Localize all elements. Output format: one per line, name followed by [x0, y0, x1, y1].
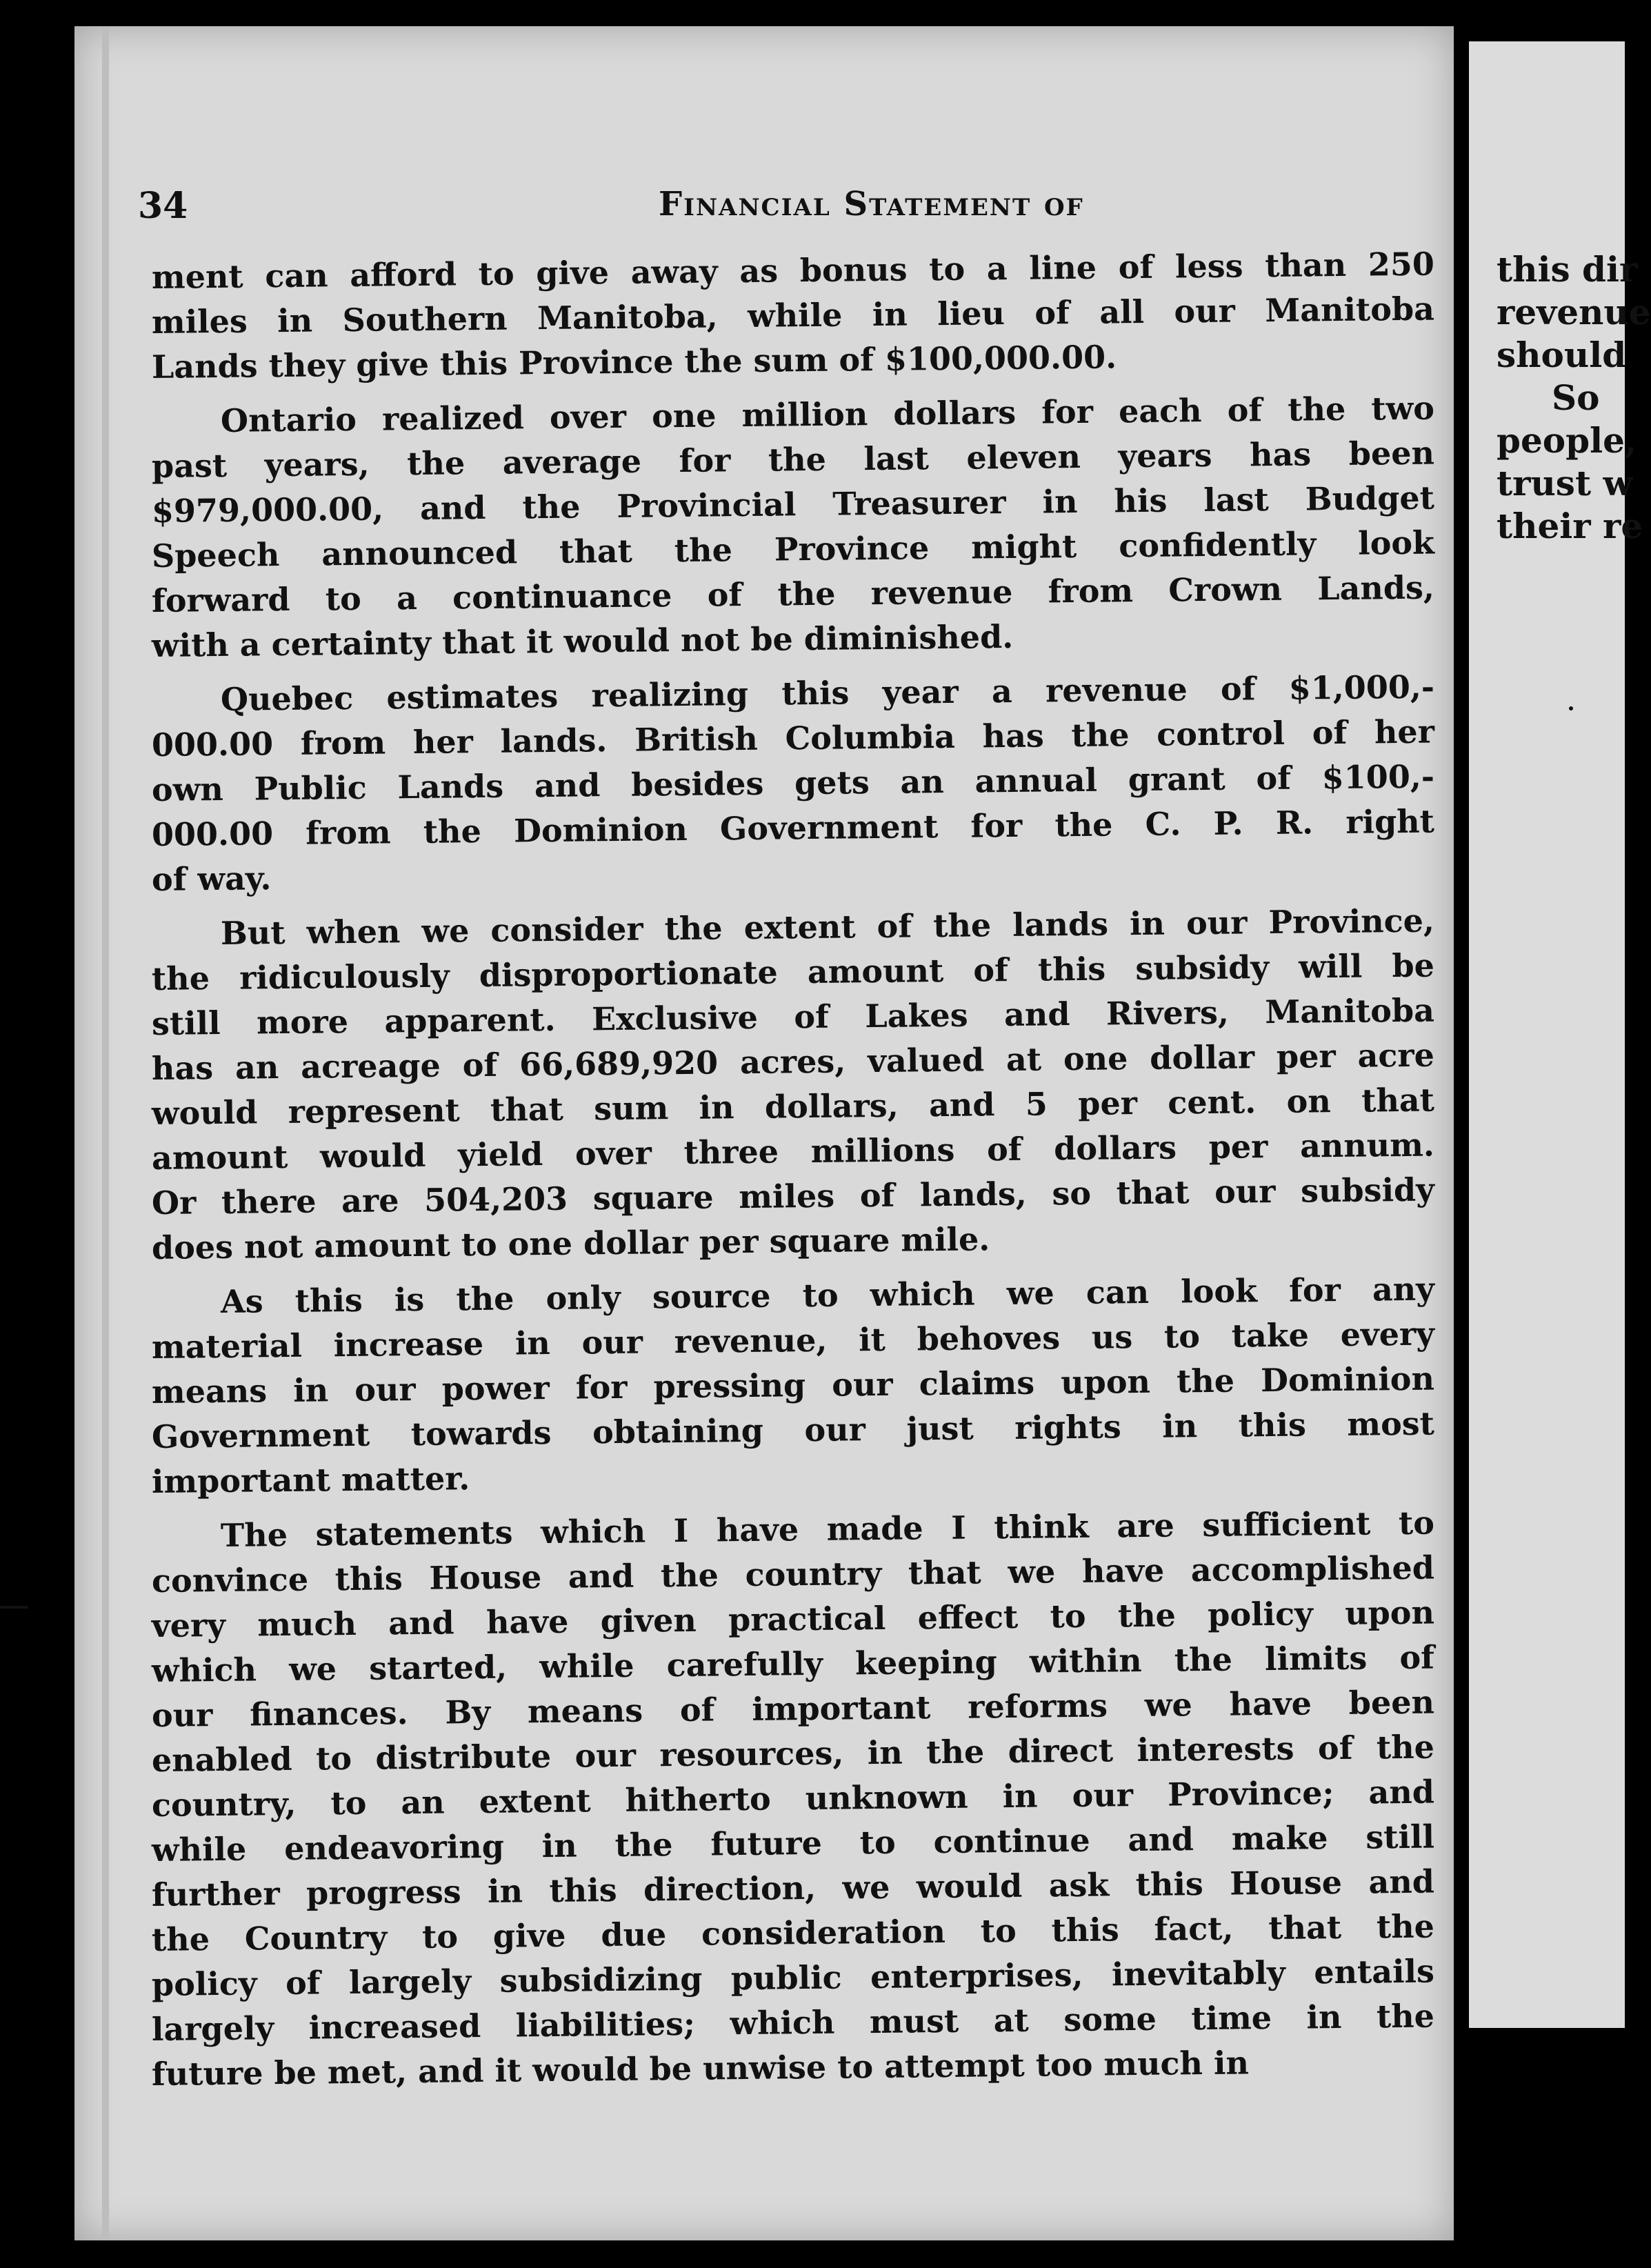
text-line: the Country to give due consideration to this fact, that the: [151, 1907, 1435, 1958]
text-line: the ridiculously disproportionate amount of this subsidy will be: [151, 946, 1435, 997]
text-line: But when we consider the extent of the lands in our Province,: [220, 902, 1435, 952]
text-line: forward to a continuance of the revenue from Crown Lands,: [151, 568, 1435, 619]
text-line: further progress in this direction, we would ask this House and: [151, 1862, 1435, 1913]
text-line: Government towards obtaining our just rights in this most: [151, 1404, 1435, 1455]
facing-line: So: [1552, 377, 1600, 418]
paragraph: [151, 668, 1435, 902]
page-gutter: [1454, 0, 1469, 2268]
text-line: country, to an extent hitherto unknown in our Province; and: [151, 1773, 1435, 1824]
text-line: Or there are 504,203 square miles of lands, so that our subsidy: [151, 1171, 1435, 1222]
facing-page-text: [1469, 248, 1651, 548]
text-line: still more apparent. Exclusive of Lakes and Rivers, Manitoba: [151, 991, 1435, 1042]
facing-line: their re: [1497, 506, 1643, 546]
text-line: The statements which I have made I think are sufficient to: [220, 1504, 1435, 1554]
text-line: means in our power for pressing our claims upon the Dominion: [151, 1360, 1435, 1411]
running-head: Financial Statement of: [659, 185, 1084, 223]
text-line: material increase in our revenue, it behoves us to take every: [151, 1315, 1435, 1366]
text-line: very much and have given practical effect to the policy upon: [151, 1593, 1435, 1644]
text-line: largely increased liabilities; which must at some time in the: [151, 1997, 1435, 2048]
text-line: enabled to distribute our resources, in the direct interests of the: [151, 1728, 1435, 1779]
text-line: Lands they give this Province the sum of $100,000.00.: [151, 338, 1117, 386]
body-text: [151, 245, 1435, 2097]
text-line: As this is the only source to which we can look for any: [220, 1270, 1435, 1320]
text-line: our finances. By means of important reforms we have been: [151, 1683, 1435, 1734]
text-line: own Public Lands and besides gets an annual grant of $100,-: [151, 757, 1435, 808]
text-line: with a certainty that it would not be diminished.: [151, 617, 1014, 664]
text-line: policy of largely subsidizing public enterprises, inevitably entails: [151, 1952, 1435, 2003]
facing-line: this dir: [1497, 249, 1638, 290]
page-header: [138, 185, 1421, 233]
text-line: of way.: [151, 859, 272, 898]
paragraph: [151, 389, 1435, 668]
text-line: which we started, while carefully keeping within the limits of: [151, 1638, 1435, 1689]
margin-tick: [0, 1606, 28, 1609]
text-line: $979,000.00, and the Provincial Treasurer in his last Budget: [151, 479, 1435, 530]
text-line: future be met, and it would be unwise to attempt too much in: [151, 2044, 1250, 2093]
text-line: 000.00 from the Dominion Government for the C. P. R. right: [151, 802, 1435, 853]
margin-tick: [1569, 706, 1573, 710]
facing-line: should: [1497, 335, 1627, 375]
text-line: convince this House and the country that we have accomplished: [151, 1549, 1435, 1600]
facing-page: [1469, 41, 1651, 2028]
text-line: important matter.: [151, 1460, 470, 1500]
facing-line: revenue: [1497, 292, 1651, 332]
text-line: has an acreage of 66,689,920 acres, valued at one dollar per acre: [151, 1036, 1435, 1087]
facing-line: trust w: [1497, 463, 1633, 504]
text-line: does not amount to one dollar per square mile.: [151, 1220, 990, 1266]
paragraph: [151, 902, 1435, 1271]
text-line: Speech announced that the Province might confidently look: [151, 524, 1435, 575]
paragraph: [151, 245, 1435, 390]
text-line: would represent that sum in dollars, and 5 per cent. on that: [151, 1081, 1435, 1132]
text-line: miles in Southern Manitoba, while in lieu of all our Manitoba: [151, 290, 1435, 341]
facing-line: people,: [1497, 420, 1637, 461]
paragraph: [151, 1270, 1435, 1504]
text-line: Quebec estimates realizing this year a revenue of $1,000,-: [220, 668, 1435, 718]
paragraph: [151, 1504, 1435, 2097]
text-line: amount would yield over three millions of dollars per annum.: [151, 1126, 1435, 1177]
text-line: ment can afford to give away as bonus to a line of less than 250: [151, 245, 1435, 296]
text-line: while endeavoring in the future to continue and make still: [151, 1818, 1435, 1869]
text-line: past years, the average for the last eleven years has been: [151, 434, 1435, 485]
text-line: Ontario realized over one million dollars for each of the two: [220, 389, 1435, 439]
text-line: 000.00 from her lands. British Columbia has the control of her: [151, 713, 1435, 764]
page-number: 34: [138, 185, 188, 227]
